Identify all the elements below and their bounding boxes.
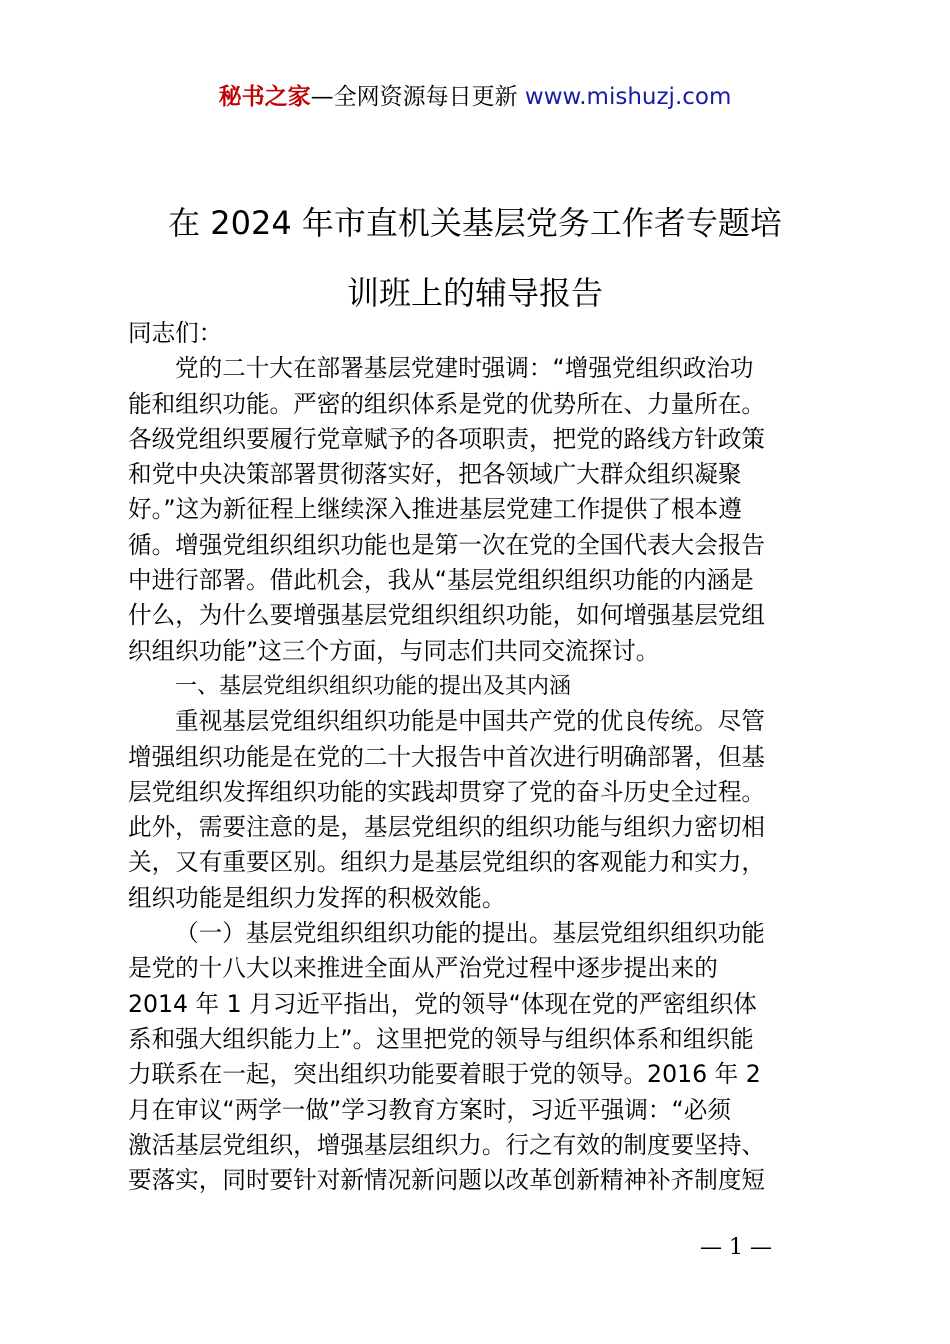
document-body bbox=[128, 316, 832, 1198]
salutation: 同志们： bbox=[128, 319, 223, 347]
body-line: 中进行部署。借此机会，我从“基层党组织组织功能的内涵是 bbox=[128, 566, 754, 595]
subsection-line: （一）基层党组织组织功能的提出。基层党组织组织功能 bbox=[175, 919, 765, 948]
header-dash: — bbox=[310, 84, 334, 110]
body-line: 月在审议“两学一做”学习教育方案时，习近平强调：“必须 bbox=[128, 1095, 731, 1124]
title-line-2: 训班上的辅导报告 bbox=[346, 274, 603, 312]
body-line: 循。增强党组织组织功能也是第一次在党的全国代表大会报告 bbox=[128, 530, 766, 559]
body-line: 层党组织发挥组织功能的实践却贯穿了党的奋斗历史全过程。 bbox=[128, 777, 766, 806]
body-line: 织组织功能”这三个方面，与同志们共同交流探讨。 bbox=[128, 636, 660, 665]
body-line: 激活基层党组织，增强基层组织力。行之有效的制度要坚持、 bbox=[128, 1130, 766, 1159]
body-line: 好。”这为新征程上继续深入推进基层党建工作提供了根本遵 bbox=[128, 495, 742, 524]
section-heading: 一、基层党组织组织功能的提出及其内涵 bbox=[175, 673, 572, 699]
body-line: 力联系在一起，突出组织功能要着眼于党的领导。2016 年 2 bbox=[128, 1060, 761, 1089]
title-line-1: 在 2024 年市直机关基层党务工作者专题培 bbox=[168, 204, 782, 242]
body-line: 组织功能是组织力发挥的积极效能。 bbox=[128, 883, 506, 912]
body-line: 要落实，同时要针对新情况新问题以改革创新精神补齐制度短 bbox=[128, 1166, 766, 1195]
page-number: — 1 — bbox=[700, 1235, 772, 1260]
body-line: 和党中央决策部署贯彻落实好，把各领域广大群众组织凝聚 bbox=[128, 460, 742, 489]
body-line: 各级党组织要履行党章赋予的各项职责，把党的路线方针政策 bbox=[128, 424, 766, 453]
site-header bbox=[0, 82, 950, 112]
body-line: 增强组织功能是在党的二十大报告中首次进行明确部署，但基 bbox=[128, 742, 766, 771]
body-line: 党的二十大在部署基层党建时强调：“增强党组织政治功 bbox=[175, 354, 754, 383]
header-slogan: 全网资源每日更新 bbox=[333, 84, 525, 110]
body-line: 2014 年 1 月习近平指出，党的领导“体现在党的严密组织体 bbox=[128, 989, 757, 1018]
body-line: 是党的十八大以来推进全面从严治党过程中逐步提出来的 bbox=[128, 954, 718, 983]
body-line: 什么，为什么要增强基层党组织组织功能，如何增强基层党组 bbox=[128, 601, 766, 630]
body-line: 关，又有重要区别。组织力是基层党组织的客观能力和实力， bbox=[128, 848, 766, 877]
body-line: 能和组织功能。严密的组织体系是党的优势所在、力量所在。 bbox=[128, 389, 766, 418]
body-line: 系和强大组织能力上”。这里把党的领导与组织体系和组织能 bbox=[128, 1024, 754, 1053]
site-url-link[interactable]: www.mishuzj.com bbox=[524, 84, 732, 110]
body-line: 此外，需要注意的是，基层党组织的组织功能与组织力密切相 bbox=[128, 813, 766, 842]
body-line: 重视基层党组织组织功能是中国共产党的优良传统。尽管 bbox=[175, 707, 765, 736]
site-brand: 秘书之家 bbox=[218, 84, 311, 110]
document-title bbox=[125, 188, 825, 328]
